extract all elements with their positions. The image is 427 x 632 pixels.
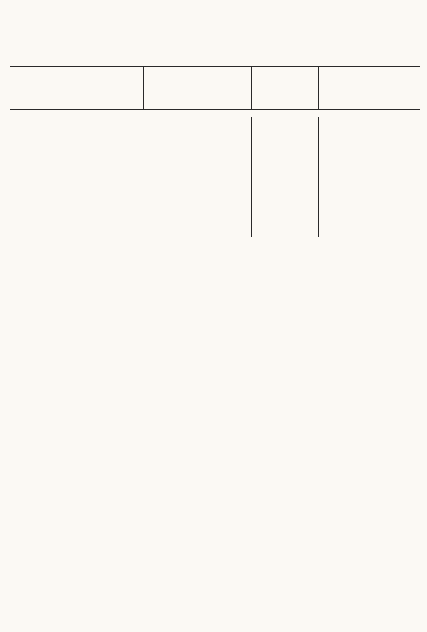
column-divider <box>318 117 319 237</box>
column-divider <box>251 117 252 237</box>
table-head-rule <box>10 109 420 110</box>
table-top-rule <box>10 66 420 67</box>
column-divider <box>251 66 252 110</box>
column-divider <box>318 66 319 110</box>
column-divider <box>143 66 144 110</box>
